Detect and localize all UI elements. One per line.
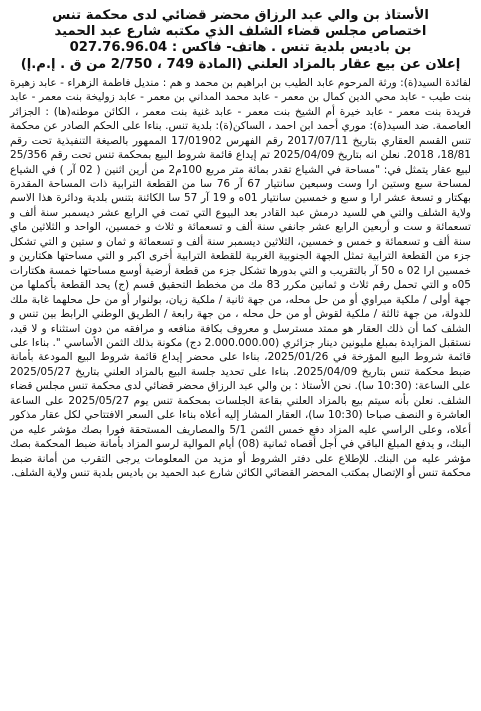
address-phone-line: بن باديس بلدية تنس . هاتف- فاكس : 027.76.96.04 [69, 40, 412, 56]
notice-title: إعلان عن بيع عقار بالمزاد العلني (المادة 749 ، 2/750 من ق . إ.م.إ) [20, 56, 461, 72]
bailiff-name-line: الأستاذ بن والي عبد الرزاق محضر قضائي لدى محكمة تنس [52, 8, 429, 23]
notice-body-text: لفائدة السيد(ة): ورثة المرحوم عابد الطيب بن ابراهيم بن محمد و هم : منديل فاطمة الزهراء - عابد زهيرة بنت طيب - عابد محي الدين كمال بن معمر - عابد محمد المداني بن معمر - عابد زوليخة بنت معمر - عابد فريدة بنت معمر - عابد خيرة أم الشيخ بنت معمر - عابد غنية بنت معمر ، الكائن موطنه(ها) : الجزائر العاصمة. ضد السيد(ة): موري أحمد ابن احمد ، الساكن(ة): بلدية تنس. بناءا على الحكم الصادر عن محكمة تنس القسم العقاري بتاريخ 2017/07/11 رقم الفهرس 17/01902 الممهور بالصيغة التنفيذية تحت رقم 18/81، 2018. نعلن انه بتاريخ 2025/04/09 تم إيداع قائمة شروط البيع بمحكمة تنس تحت رقم 25/356 لبيع عقار يتمثل في: "مساحة في الشياع تقدر بمائة متر مربع 100م2 من أرين اثنين ( 02 آر ) في الشياع لمساحة سبع وستين ارا وست وسبعين سانتيار 67 آر 76 سا من القطعة الترابية ذات المساحة المقدرة بهكتار و تسعة عشر ارا و سبع و خمسين سانتيار 01ه و 19 آر 57 سا الكائنة بتنس بلدية ودائرة هذا الاسم ولاية الشلف والتي هي للسيد درمش عبد القادر بعد البيوع التي تمت في الرابع عشر ديسمبر سنة ألف و تسعمائة و ست و أربعين الرابع عشر جانفي سنة ألف و تسعمائة و ثلاث و خمسين، الواحد و الثلاثين ماي سنة ألف و تسعمائة و خمس و خمسين، الثلاثين ديسمبر سنة ألف و تسعمائة و ثمان و ستين و التي تشكل جزء من القطعة الترابية تمثل الجهة الجنوبية الغربية للقطعة الترابية أخرى اكبر و التي مساحتها هكتارين و خمسين ارا 02 ه 50 آر بالتقريب و التي بدورها تشكل جزء من قطعة أرضية أوسع مساحتها خمسة هكتارات 05ه و التي تحمل رقم ثلاث و ثمانين مكرر 83 مك من مخطط التحقيق قسم (ج) يحد القطعة بأكملها من جهة أولى / ملكية ميراوي أو من حل محله، من جهة ثانية / ملكية زيان، بولنوار أو من حل محلهما غابة ملك للدولة، من جهة ثالثة / ملكية لقوش أو من حل محله ، من جهة رابعة / الطريق الوطني الرابط بين تنس و الشلف كما أن ذلك العقار هو ممتد مسترسل و معروف بكافة منافعه و مرافقه من دون استثناء و لا قيد، نستقبل المزايدة بمبلغ مليونين دينار جزائري (2.000.000.00 دج) مكونة بذلك الثمن الأساسي ". بناءا على قائمة شروط البيع المؤرخة في 2025/01/26، بناءا على محضر إيداع قائمة شروط البيع المودعة بأمانة ضبط محكمة تنس بتاريخ 2025/04/09. بناءا على تحديد جلسة البيع بالمزاد العلني بتاريخ 2025/05/27 على الساعة: (10:30 سا). نحن الأستاذ : بن والي عبد الرزاق محضر قضائي لدى محكمة تنس مجلس قضاء الشلف. نعلن بأنه سيتم بيع بالمزاد العلني بقاعة الجلسات بمحكمة تنس يوم 2025/05/27 على الساعة العاشرة و النصف صباحا (10:30 سا)، العقار المشار إليه أعلاه بناءا على السعر الافتتاحي لكل عقار مذكور أعلاه، وعلى الراسي عليه المزاد دفع خمس الثمن 5/1 والمصاريف المستحقة فورا بصك مؤشر عليه من البنك، و يدفع المبلغ الباقي في أجل أقصاه ثمانية (08) أيام الموالية لرسو المزاد بأمانة ضبط المحكمة بصك مؤشر عليه من البنك. للإطلاع على دفتر الشروط أو مزيد من المعلومات يرجى التقرب من أمانة ضبط محكمة تنس أو الإتصال بمكتب المحضر القضائي الكائن شارع عبد الحميد بن باديس بلدية تنس ولاية الشلف. [10, 76, 472, 480]
notice-header [10, 8, 471, 73]
jurisdiction-line: اختصاص مجلس قضاء الشلف الذي مكتبه شارع عبد الحميد [54, 24, 427, 40]
